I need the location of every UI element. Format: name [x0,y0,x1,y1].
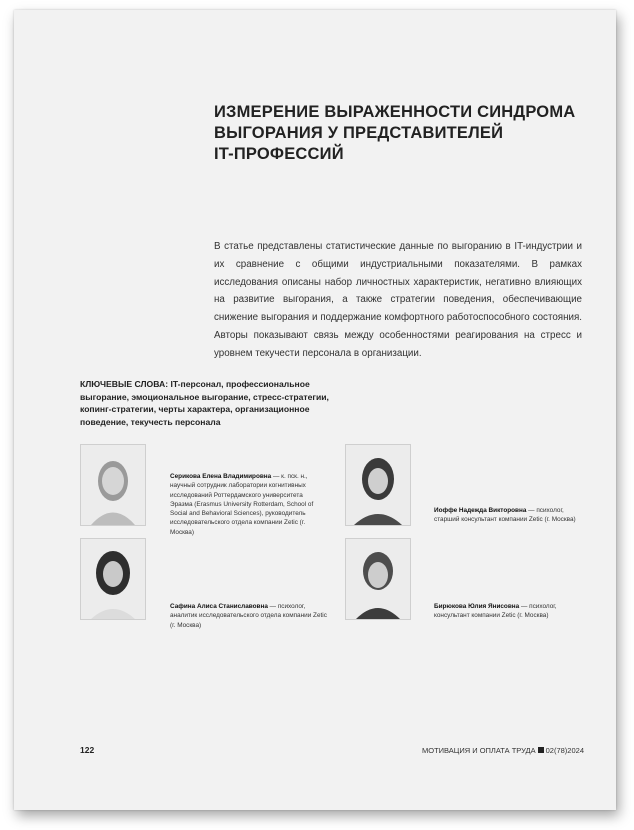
journal-name: МОТИВАЦИЯ И ОПЛАТА ТРУДА [421,746,536,755]
article-keywords: КЛЮЧЕВЫЕ СЛОВА: IT-персонал, профессиональное выгорание, эмоциональное выгорание, стресс-стратегии, копинг-стратегии, черты характера, организационное поведение, текучесть персонала [80,379,329,427]
author-description: — к. пск. н., научный сотрудник лаборатории когнитивных исследований Роттердамского университета Эразма (Erasmus University Rotterdam, School of Social and Behavioral Sciences), руководитель исследовательского отдела компании Zetic (г. Москва) [170,473,314,536]
author-description: — психолог, аналитик исследовательского отдела компании Zetic (г. Москва) [170,603,327,629]
title-line-3: IT-ПРОФЕССИЙ [214,145,344,163]
journal-page [14,10,616,810]
author-bio-serikova [170,472,320,537]
title-line-2: ВЫГОРАНИЯ У ПРЕДСТАВИТЕЛЕЙ [214,124,504,142]
journal-issue: 02(78)2024 [545,746,584,755]
author-bio-biryukova [434,602,589,621]
page-number: 122 [80,745,95,755]
author-photo-biryukova [345,538,411,620]
author-name: Серикова Елена Владимировна [170,473,272,480]
author-description: — психолог, консультант компании Zetic (г. Москва) [434,603,557,620]
author-description: — психолог, старший консультант компании Zetic (г. Москва) [434,507,576,524]
square-icon [538,747,544,753]
author-photo-safina [80,538,146,620]
journal-footer [422,746,584,755]
article-title [214,102,594,165]
author-bio-safina [170,602,330,630]
author-name: Сафина Алиса Станиславовна [170,603,268,610]
author-bio-ioffe [434,506,589,525]
author-name: Иоффе Надежда Викторовна [434,507,527,514]
author-name: Бирюкова Юлия Янисовна [434,603,520,610]
title-line-1: ИЗМЕРЕНИЕ ВЫРАЖЕННОСТИ СИНДРОМА [214,103,576,121]
author-photo-serikova [80,444,146,526]
author-photo-ioffe [345,444,411,526]
article-abstract: В статье представлены статистические данные по выгоранию в IT-индустрии и их сравнение с общими индустриальными показателями. В рамках исследования описаны набор личностных характеристик, негативно влияющих на развитие выгорания, а также стратегии поведения, обеспечивающие снижение выгорания и поддержание комфортного работоспособного состояния. Авторы показывают связь между особенностями реагирования на стресс и уровнем текучести персонала в организации. [214,241,582,359]
